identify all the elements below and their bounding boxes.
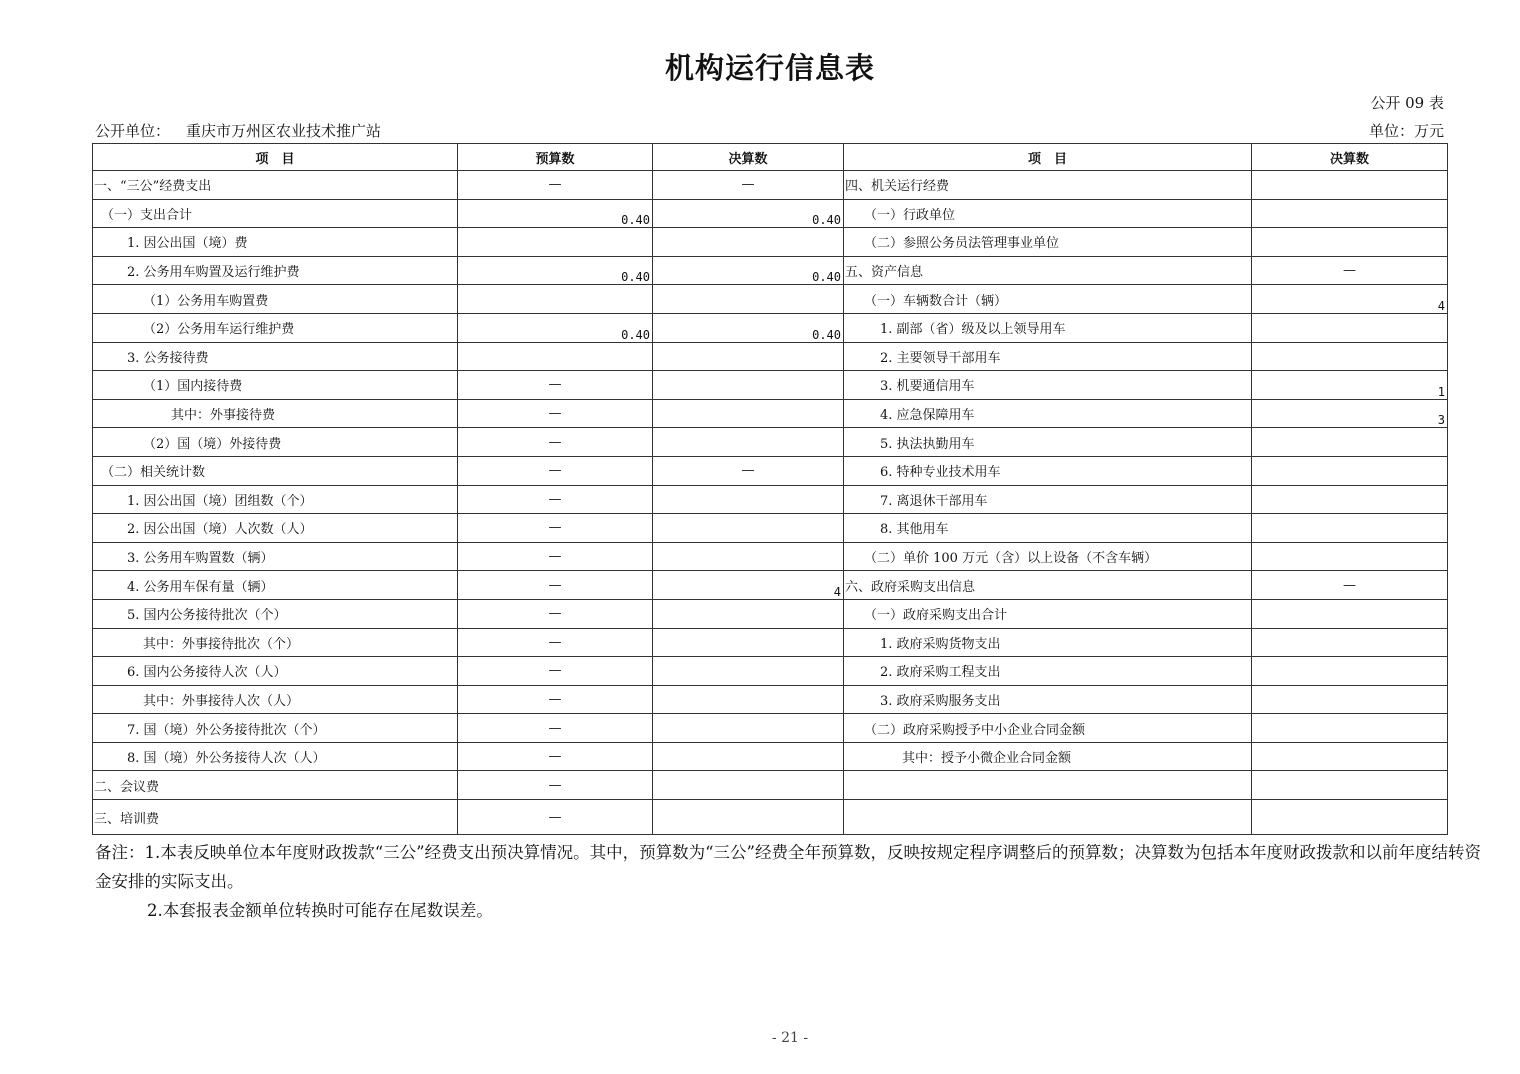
final-value: 0.40 xyxy=(653,199,844,228)
item-label: 7. 国（境）外公务接待批次（个） xyxy=(93,714,458,743)
budget-value: — xyxy=(458,428,653,457)
budget-value: — xyxy=(458,628,653,657)
final-value xyxy=(653,514,844,543)
item-label-right: 2. 政府采购工程支出 xyxy=(844,657,1252,686)
table-row xyxy=(93,714,1448,743)
item-label-right: 4. 应急保障用车 xyxy=(844,399,1252,428)
header-item-right: 项 目 xyxy=(844,144,1252,171)
final-value-right: 1 xyxy=(1252,371,1448,400)
budget-value: 0.40 xyxy=(458,199,653,228)
final-value xyxy=(653,685,844,714)
table-row xyxy=(93,399,1448,428)
item-label: （二）相关统计数 xyxy=(93,456,458,485)
final-value-right xyxy=(1252,456,1448,485)
table-row xyxy=(93,685,1448,714)
item-label-right: 3. 政府采购服务支出 xyxy=(844,685,1252,714)
final-value: 4 xyxy=(653,571,844,600)
item-label: 3. 公务用车购置数（辆） xyxy=(93,542,458,571)
budget-value: — xyxy=(458,714,653,743)
final-value: 0.40 xyxy=(653,256,844,285)
page-number: - 21 - xyxy=(771,1030,809,1046)
item-label-right: 四、机关运行经费 xyxy=(844,171,1252,200)
final-value xyxy=(653,428,844,457)
final-value xyxy=(653,714,844,743)
item-label: 3. 公务接待费 xyxy=(93,342,458,371)
item-label-right: 5. 执法执勤用车 xyxy=(844,428,1252,457)
final-value-right: — xyxy=(1252,256,1448,285)
budget-value: — xyxy=(458,800,653,835)
table-row xyxy=(93,771,1448,800)
table-row xyxy=(93,256,1448,285)
budget-value: — xyxy=(458,657,653,686)
item-label: 4. 公务用车保有量（辆） xyxy=(93,571,458,600)
header-final-right: 决算数 xyxy=(1252,144,1448,171)
item-label: 三、培训费 xyxy=(93,800,458,835)
final-value xyxy=(653,771,844,800)
item-label: 5. 国内公务接待批次（个） xyxy=(93,599,458,628)
header-final: 决算数 xyxy=(653,144,844,171)
table-row xyxy=(93,485,1448,514)
final-value-right: 3 xyxy=(1252,399,1448,428)
final-value-right xyxy=(1252,171,1448,200)
final-value xyxy=(653,657,844,686)
budget-value: 0.40 xyxy=(458,313,653,342)
final-value-right xyxy=(1252,714,1448,743)
item-label: 2. 因公出国（境）人次数（人） xyxy=(93,514,458,543)
final-value-right xyxy=(1252,428,1448,457)
final-value-right xyxy=(1252,199,1448,228)
final-value-right xyxy=(1252,771,1448,800)
budget-value: — xyxy=(458,742,653,771)
final-value-right: — xyxy=(1252,571,1448,600)
item-label: （2）国（境）外接待费 xyxy=(93,428,458,457)
item-label-right: 3. 机要通信用车 xyxy=(844,371,1252,400)
note-1: 备注：1.本表反映单位本年度财政拨款“三公”经费支出预决算情况。其中，预算数为“三公”经费全年预算数，反映按规定程序调整后的预算数；决算数为包括本年度财政拨款和以前年度结转资金安排的实际支出。 xyxy=(95,843,1481,891)
final-value-right xyxy=(1252,742,1448,771)
table-row xyxy=(93,742,1448,771)
item-label-right xyxy=(844,800,1252,835)
table-row xyxy=(93,228,1448,257)
final-value-right xyxy=(1252,342,1448,371)
final-value-right xyxy=(1252,313,1448,342)
item-label-right: 1. 政府采购货物支出 xyxy=(844,628,1252,657)
table-row xyxy=(93,171,1448,200)
item-label-right: 2. 主要领导干部用车 xyxy=(844,342,1252,371)
budget-value: — xyxy=(458,399,653,428)
table-row xyxy=(93,313,1448,342)
budget-value: — xyxy=(458,542,653,571)
table-row xyxy=(93,542,1448,571)
item-label-right: 1. 副部（省）级及以上领导用车 xyxy=(844,313,1252,342)
final-value: 0.40 xyxy=(653,313,844,342)
item-label: （一）支出合计 xyxy=(93,199,458,228)
budget-value xyxy=(458,342,653,371)
budget-value: — xyxy=(458,599,653,628)
final-value-right xyxy=(1252,685,1448,714)
final-value-right xyxy=(1252,599,1448,628)
item-label: 一、“三公”经费支出 xyxy=(93,171,458,200)
budget-value xyxy=(458,228,653,257)
item-label-right: 六、政府采购支出信息 xyxy=(844,571,1252,600)
item-label: 8. 国（境）外公务接待人次（人） xyxy=(93,742,458,771)
item-label-right: （二）参照公务员法管理事业单位 xyxy=(844,228,1252,257)
item-label: 6. 国内公务接待人次（人） xyxy=(93,657,458,686)
table-row xyxy=(93,342,1448,371)
table-row xyxy=(93,456,1448,485)
item-label: 其中：外事接待人次（人） xyxy=(93,685,458,714)
budget-value: — xyxy=(458,171,653,200)
final-value xyxy=(653,342,844,371)
table-row xyxy=(93,514,1448,543)
item-label-right: 8. 其他用车 xyxy=(844,514,1252,543)
table-row xyxy=(93,628,1448,657)
item-label: （1）公务用车购置费 xyxy=(93,285,458,314)
final-value xyxy=(653,800,844,835)
item-label-right: 6. 特种专业技术用车 xyxy=(844,456,1252,485)
table-row xyxy=(93,199,1448,228)
final-value-right xyxy=(1252,542,1448,571)
budget-value: — xyxy=(458,685,653,714)
final-value-right xyxy=(1252,800,1448,835)
item-label: （2）公务用车运行维护费 xyxy=(93,313,458,342)
item-label: 1. 因公出国（境）费 xyxy=(93,228,458,257)
item-label-right: 五、资产信息 xyxy=(844,256,1252,285)
table-header-row xyxy=(93,144,1448,171)
note-2: 2.本套报表金额单位转换时可能存在尾数误差。 xyxy=(147,901,493,920)
budget-value: — xyxy=(458,371,653,400)
table-row xyxy=(93,285,1448,314)
item-label-right: （一）车辆数合计（辆） xyxy=(844,285,1252,314)
budget-value: — xyxy=(458,514,653,543)
budget-value: — xyxy=(458,571,653,600)
budget-value: — xyxy=(458,456,653,485)
final-value xyxy=(653,485,844,514)
header-budget: 预算数 xyxy=(458,144,653,171)
budget-value: — xyxy=(458,771,653,800)
item-label-right: 7. 离退休干部用车 xyxy=(844,485,1252,514)
reporting-unit xyxy=(95,120,381,141)
table-row xyxy=(93,571,1448,600)
table-row xyxy=(93,800,1448,835)
item-label: （1）国内接待费 xyxy=(93,371,458,400)
item-label-right: （二）单价 100 万元（含）以上设备（不含车辆） xyxy=(844,542,1252,571)
unit-label: 公开单位： xyxy=(95,122,171,140)
table-row xyxy=(93,371,1448,400)
final-value xyxy=(653,599,844,628)
item-label-right: （一）政府采购支出合计 xyxy=(844,599,1252,628)
final-value-right xyxy=(1252,657,1448,686)
item-label-right: （二）政府采购授予中小企业合同金额 xyxy=(844,714,1252,743)
final-value-right xyxy=(1252,228,1448,257)
table-row xyxy=(93,599,1448,628)
final-value xyxy=(653,542,844,571)
final-value-right xyxy=(1252,628,1448,657)
budget-value: 0.40 xyxy=(458,256,653,285)
final-value xyxy=(653,371,844,400)
item-label: 其中：外事接待批次（个） xyxy=(93,628,458,657)
final-value-right: 4 xyxy=(1252,285,1448,314)
final-value: — xyxy=(653,456,844,485)
final-value xyxy=(653,399,844,428)
final-value xyxy=(653,228,844,257)
currency-unit: 单位：万元 xyxy=(1368,122,1444,140)
final-value xyxy=(653,742,844,771)
notes xyxy=(95,838,1485,925)
header-item: 项 目 xyxy=(93,144,458,171)
unit-name: 重庆市万州区农业技术推广站 xyxy=(186,122,382,140)
table-row xyxy=(93,657,1448,686)
page-title: 机构运行信息表 xyxy=(664,51,875,85)
item-label: 其中：外事接待费 xyxy=(93,399,458,428)
item-label: 二、会议费 xyxy=(93,771,458,800)
item-label: 2. 公务用车购置及运行维护费 xyxy=(93,256,458,285)
final-value: — xyxy=(653,171,844,200)
item-label-right xyxy=(844,771,1252,800)
item-label-right: （一）行政单位 xyxy=(844,199,1252,228)
table-row xyxy=(93,428,1448,457)
final-value-right xyxy=(1252,485,1448,514)
item-label: 1. 因公出国（境）团组数（个） xyxy=(93,485,458,514)
final-value xyxy=(653,628,844,657)
info-table xyxy=(92,143,1448,835)
form-number: 公开 09 表 xyxy=(1370,94,1444,112)
final-value xyxy=(653,285,844,314)
budget-value: — xyxy=(458,485,653,514)
final-value-right xyxy=(1252,514,1448,543)
budget-value xyxy=(458,285,653,314)
item-label-right: 其中：授予小微企业合同金额 xyxy=(844,742,1252,771)
